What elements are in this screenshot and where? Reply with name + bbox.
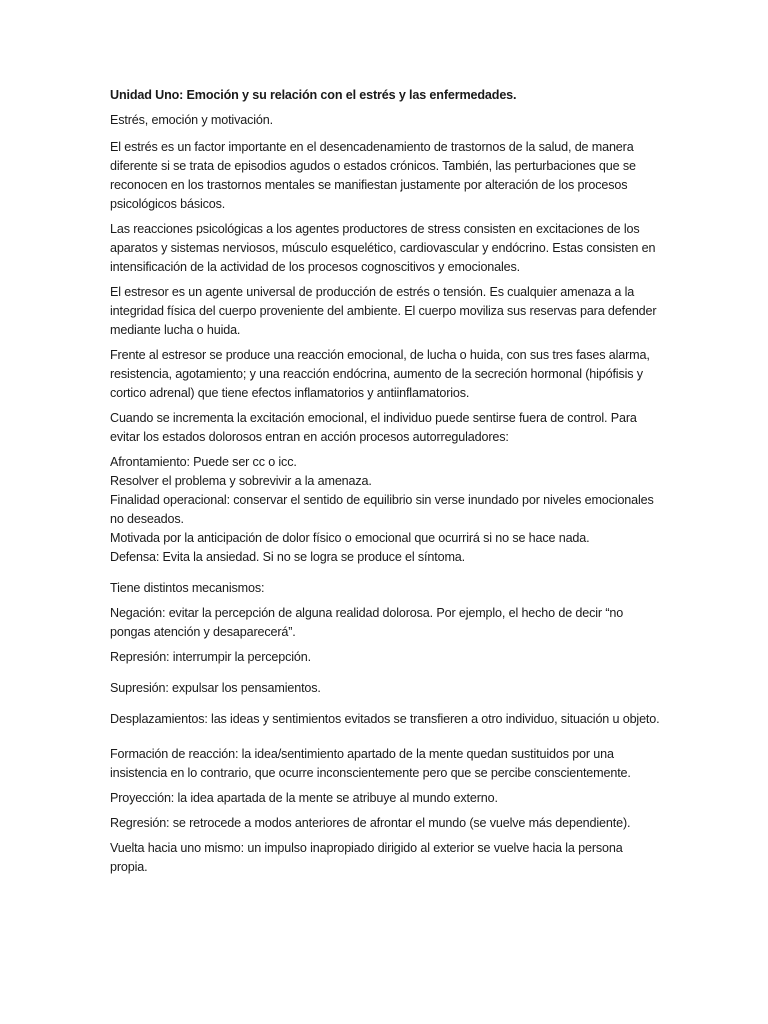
- list-line: Defensa: Evita la ansiedad. Si no se logra se produce el síntoma.: [110, 550, 465, 564]
- paragraph: Frente al estresor se produce una reacción emocional, de lucha o huida, con sus tres fases alarma, resistencia, agotamiento; y una reacción endócrina, aumento de la secreción hormonal (hipófisis y cortico adrenal) que tiene efectos inflamatorios y antiinflamatorios.: [110, 348, 650, 400]
- mechanism-item: Supresión: expulsar los pensamientos.: [110, 681, 321, 695]
- mechanism-item: Represión: interrumpir la percepción.: [110, 650, 311, 664]
- document-title: Unidad Uno: Emoción y su relación con el estrés y las enfermedades.: [110, 88, 517, 102]
- list-line: Resolver el problema y sobrevivir a la amenaza.: [110, 474, 372, 488]
- mechanism-item: Vuelta hacia uno mismo: un impulso inapropiado dirigido al exterior se vuelve hacia la persona propia.: [110, 841, 623, 874]
- paragraph: Cuando se incrementa la excitación emocional, el individuo puede sentirse fuera de control. Para evitar los estados dolorosos entran en acción procesos autorreguladores:: [110, 411, 637, 444]
- document-page: [110, 86, 662, 877]
- list-line: Finalidad operacional: conservar el sentido de equilibrio sin verse inundado por niveles emocionales no deseados.: [110, 493, 654, 526]
- document-subtitle: Estrés, emoción y motivación.: [110, 113, 273, 127]
- list-line: Afrontamiento: Puede ser cc o icc.: [110, 455, 297, 469]
- list-line: Motivada por la anticipación de dolor físico o emocional que ocurrirá si no se hace nada.: [110, 531, 590, 545]
- mechanism-item: Desplazamientos: las ideas y sentimientos evitados se transfieren a otro individuo, situación u objeto.: [110, 712, 660, 726]
- mechanism-item: Proyección: la idea apartada de la mente se atribuye al mundo externo.: [110, 791, 498, 805]
- mechanism-item: Regresión: se retrocede a modos anteriores de afrontar el mundo (se vuelve más dependiente).: [110, 816, 631, 830]
- mechanism-item: Formación de reacción: la idea/sentimiento apartado de la mente quedan sustituidos por una insistencia en lo contrario, que ocurre inconscientemente pero que se percibe conscientemente.: [110, 747, 631, 780]
- coping-list: [110, 453, 662, 567]
- paragraph: El estresor es un agente universal de producción de estrés o tensión. Es cualquier amenaza a la integridad física del cuerpo proveniente del ambiente. El cuerpo moviliza sus reservas para defender mediante lucha o huida.: [110, 285, 657, 337]
- paragraph: El estrés es un factor importante en el desencadenamiento de trastornos de la salud, de manera diferente si se trata de episodios agudos o estados crónicos. También, las perturbaciones que se reconocen en los trastornos mentales se manifiestan justamente por alteración de los procesos psicológicos básicos.: [110, 140, 636, 211]
- paragraph: Las reacciones psicológicas a los agentes productores de stress consisten en excitaciones de los aparatos y sistemas nerviosos, músculo esquelético, cardiovascular y endócrino. Estas consisten en intensificación de la actividad de los procesos cognoscitivos y emocionales.: [110, 222, 656, 274]
- mechanism-item: Negación: evitar la percepción de alguna realidad dolorosa. Por ejemplo, el hecho de decir “no pongas atención y desaparecerá”.: [110, 606, 624, 639]
- mechanisms-intro: Tiene distintos mecanismos:: [110, 581, 265, 595]
